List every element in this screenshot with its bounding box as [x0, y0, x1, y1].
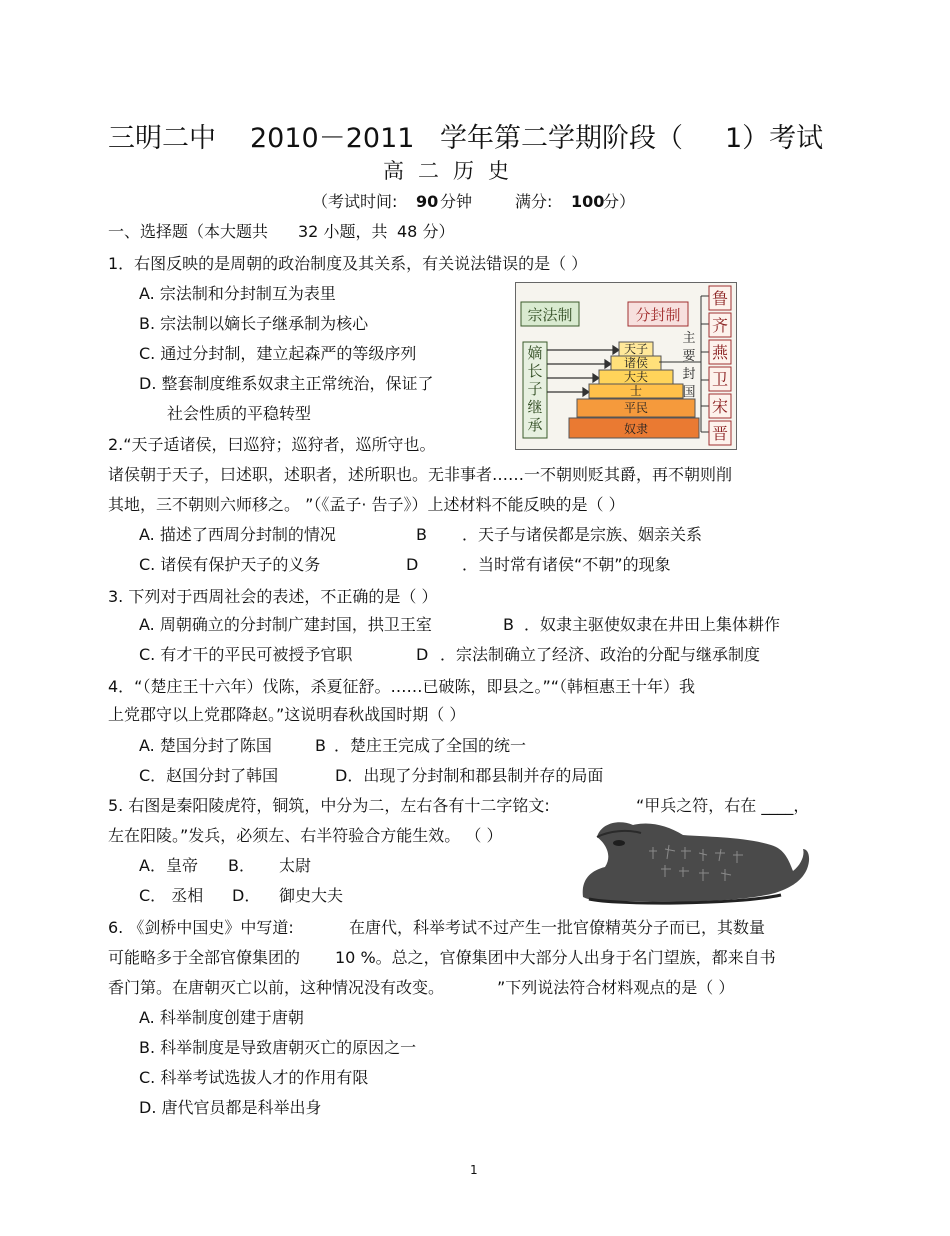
svg-text:国: 国 [682, 385, 696, 400]
q3-option-d-letter: D [416, 645, 429, 664]
page-number: 1 [470, 1163, 478, 1177]
q6-line3: 香门第。在唐朝灭亡以前，这种情况没有改变。 [108, 978, 445, 997]
svg-text:主: 主 [682, 331, 696, 346]
state-song: 宋 [711, 397, 729, 416]
level-shi: 士 [629, 384, 643, 398]
q4-option-c: C．赵国分封了韩国 [139, 766, 279, 785]
q2-line3: 其地，三不朝则六师移之。 ”（《孟子· 告子》）上述材料不能反映的是（ ） [108, 495, 625, 514]
q6-option-c: C. 科举考试选拔人才的作用有限 [139, 1068, 369, 1087]
q5-line1: 5. 右图是秦阳陵虎符，铜筑，中分为二，左右各有十二字铭文: [108, 796, 550, 815]
state-jin: 晋 [711, 424, 729, 443]
svg-text:子: 子 [527, 380, 543, 398]
q2-line2: 诸侯朝于天子，曰述职，述职者，述所职也。无非事者……一不朝则贬其爵，再不朝则削 [108, 465, 733, 484]
title-school: 三明二中 [108, 123, 216, 154]
state-qi: 齐 [711, 316, 729, 335]
dizhang-text [527, 344, 542, 434]
tiger-tally-image [575, 815, 811, 907]
q4-option-b: ．楚庄王完成了全国的统一 [334, 736, 527, 755]
q5-option-d: 御史大夫 [279, 886, 344, 905]
q1-stem: 1．右图反映的是周朝的政治制度及其关系，有关说法错误的是（ ） [108, 254, 588, 273]
level-pingmin: 平民 [623, 401, 649, 415]
svg-text:承: 承 [527, 416, 543, 434]
section-count: 32 小题，共 [298, 222, 388, 241]
q2-option-a: A. 描述了西周分封制的情况 [139, 525, 336, 544]
q2-option-d: ．当时常有诸侯“不朝”的现象 [462, 555, 671, 574]
zhou-system-diagram [515, 282, 737, 450]
q6-line1-source: 6. 《剑桥中国史》中写道: [108, 918, 294, 937]
section-score: 48 分） [397, 222, 455, 241]
q6-line2: 可能略多于全部官僚集团的 [108, 948, 301, 967]
title-years: 2010－2011 [250, 123, 415, 154]
q3-option-b-letter: B [503, 615, 514, 634]
section-heading: 一、选择题（本大题共 [108, 222, 269, 241]
q5-option-b: 太尉 [279, 856, 312, 875]
q3-option-a: A. 周朝确立的分封制广建封国，拱卫王室 [139, 615, 432, 634]
svg-text:要: 要 [682, 349, 696, 364]
level-dafu: 大夫 [623, 370, 649, 384]
q3-stem: 3. 下列对于西周社会的表述，不正确的是（ ） [108, 587, 438, 606]
q4-line2: 上党郡守以上党郡降赵。”这说明春秋战国时期（ ） [108, 705, 466, 724]
q1-option-b: B. 宗法制以嫡长子继承制为核心 [139, 314, 369, 333]
state-lu: 鲁 [711, 289, 729, 308]
full-score-value: 100 [571, 192, 605, 211]
q3-option-c: C. 有才干的平民可被授予官职 [139, 645, 353, 664]
exam-time-label: （考试时间: [312, 192, 398, 211]
q2-option-b: ．天子与诸侯都是宗族、姻亲关系 [462, 525, 703, 544]
q2-option-b-letter: B [416, 525, 427, 544]
level-tianzi: 天子 [623, 342, 649, 356]
svg-text:长: 长 [527, 362, 543, 380]
q2-line1: 2.“天子适诸侯，曰巡狩；巡狩者，巡所守也。 [108, 435, 436, 454]
fenfeng-label: 分封制 [635, 306, 681, 324]
q5-line1-quote: “甲兵之符，右在 ____， [636, 796, 810, 815]
q4-option-a: A. 楚国分封了陈国 [139, 736, 272, 755]
q1-option-a: A. 宗法制和分封制互为表里 [139, 284, 336, 303]
q5-line2: 左在阳陵。”发兵，必须左、右半符验合方能生效。 （ ） [108, 826, 503, 845]
svg-text:嫡: 嫡 [527, 344, 543, 362]
q1-option-d: D. 整套制度维系奴隶主正常统治，保证了 [139, 374, 434, 393]
q6-option-a: A. 科举制度创建于唐朝 [139, 1008, 304, 1027]
level-nuli: 奴隶 [623, 422, 649, 436]
full-score-unit: 分） [603, 192, 636, 211]
svg-text:继: 继 [527, 398, 543, 416]
exam-time-value: 90 [416, 192, 439, 211]
q4-option-b-letter: B [315, 736, 326, 755]
q1-option-c: C. 通过分封制，建立起森严的等级序列 [139, 344, 417, 363]
q6-option-d: D. 唐代官员都是科举出身 [139, 1098, 322, 1117]
q6-line3-cont: ”下列说法符合材料观点的是（ ） [497, 978, 735, 997]
full-score-label: 满分: [515, 192, 553, 211]
exam-time-unit: 分钟 [440, 192, 473, 211]
state-wei: 卫 [711, 370, 729, 389]
level-zhuhou: 诸侯 [623, 356, 649, 370]
title-exam: 1）考试 [725, 123, 824, 154]
q6-line1-quote: 在唐代，科举考试不过产生一批官僚精英分子而已，其数量 [349, 918, 766, 937]
q4-line1: 4．“（楚庄王十六年）伐陈，杀夏征舒。……已破陈，即县之。”“（韩桓惠王十年）我 [108, 677, 696, 696]
q2-option-c: C. 诸侯有保护天子的义务 [139, 555, 321, 574]
title-term: 学年第二学期阶段（ [440, 123, 683, 154]
zongfa-label: 宗法制 [527, 306, 573, 324]
q5-option-b-letter: B． [228, 856, 255, 875]
q6-option-b: B. 科举制度是导致唐朝灭亡的原因之一 [139, 1038, 417, 1057]
q5-option-d-letter: D． [232, 886, 261, 905]
q3-option-d: ．宗法制确立了经济、政治的分配与继承制度 [440, 645, 761, 664]
svg-text:封: 封 [682, 367, 696, 382]
q2-option-d-letter: D [406, 555, 419, 574]
q3-option-b: ．奴隶主驱使奴隶在井田上集体耕作 [524, 615, 781, 634]
q5-option-a: A．皇帝 [139, 856, 198, 875]
subject-title: 高二历史 [383, 159, 523, 183]
q4-option-d: D．出现了分封制和郡县制并存的局面 [335, 766, 604, 785]
q5-option-c: C． 丞相 [139, 886, 204, 905]
q6-line2-cont: 10 %。总之，官僚集团中大部分人出身于名门望族，都来自书 [335, 948, 776, 967]
state-yan: 燕 [711, 343, 729, 362]
q1-option-d-cont: 社会性质的平稳转型 [167, 404, 312, 423]
